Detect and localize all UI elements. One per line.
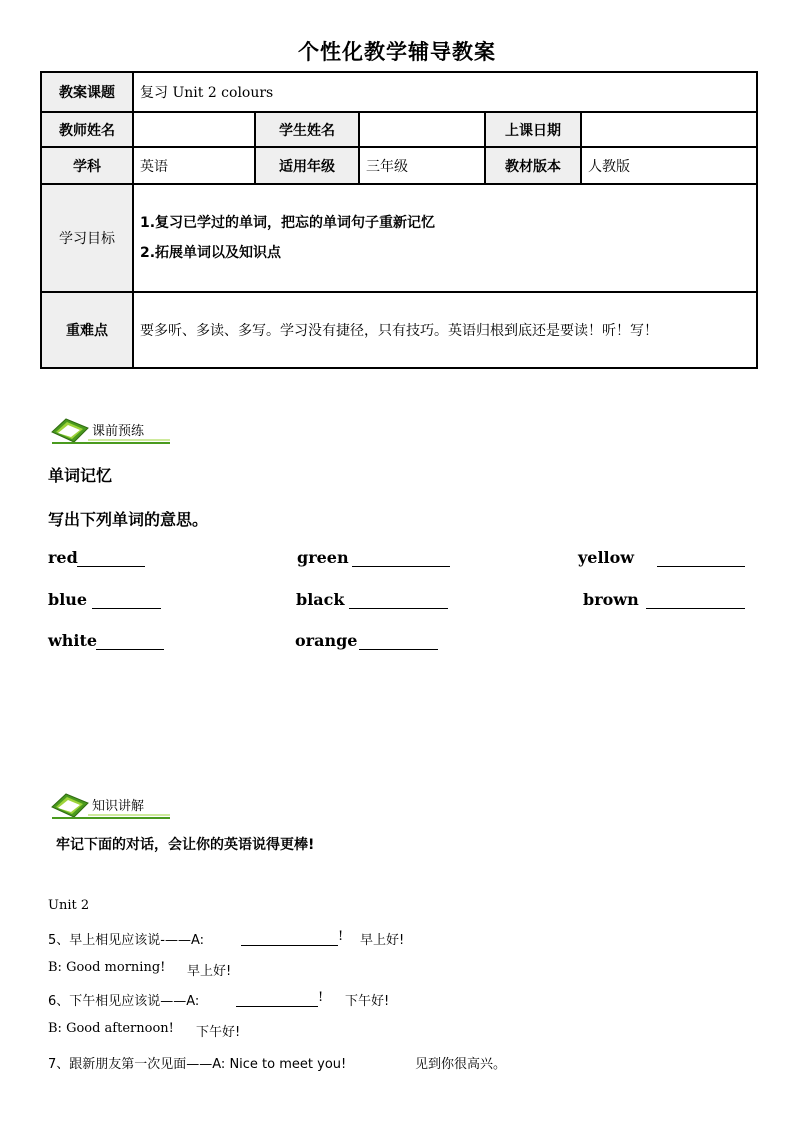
answer-blank[interactable]: [241, 945, 338, 946]
dialogue-translation: 下午好!: [196, 1025, 241, 1040]
grade-value: 三年级: [359, 147, 485, 184]
section-header-preview: [50, 416, 174, 446]
subject-value: 英语: [133, 147, 255, 184]
word-blue: blue: [48, 590, 88, 609]
word-white: white: [48, 631, 98, 650]
answer-blank[interactable]: [236, 1006, 318, 1007]
answer-blank[interactable]: [92, 608, 161, 609]
answer-blank[interactable]: [646, 608, 745, 609]
dialogue-translation: 见到你很高兴。: [415, 1057, 507, 1072]
word-green: green: [297, 548, 349, 567]
goals-label: 学习目标: [41, 184, 133, 292]
answer-blank[interactable]: [657, 566, 745, 567]
student-label: 学生姓名: [255, 112, 359, 147]
dialogue-translation: 早上好!: [360, 933, 405, 948]
vocab-instruction: 写出下列单词的意思。: [48, 510, 209, 529]
word-yellow: yellow: [578, 548, 635, 567]
section-label: 知识讲解: [92, 799, 145, 814]
subject-label: 学科: [41, 147, 133, 184]
grade-label: 适用年级: [255, 147, 359, 184]
edition-label: 教材版本: [485, 147, 581, 184]
key-points-label: 重难点: [41, 292, 133, 368]
answer-blank[interactable]: [359, 649, 438, 650]
dialogue-translation: 下午好!: [345, 994, 390, 1009]
dialogue-reply: B: Good afternoon!: [48, 1021, 174, 1036]
key-points-value: 要多听、多读、多写。学习没有捷径，只有技巧。英语归根到底还是要读！听！写！: [133, 292, 757, 368]
vocab-heading: 单词记忆: [48, 466, 113, 485]
answer-blank[interactable]: [352, 566, 450, 567]
word-red: red: [48, 548, 78, 567]
section-label: 课前预练: [92, 424, 145, 439]
dialogue-line-6: 6、下午相见应该说——A:: [48, 994, 200, 1009]
student-value: [359, 112, 485, 147]
unit-label: Unit 2: [48, 898, 90, 913]
teacher-value: [133, 112, 255, 147]
date-value: [581, 112, 757, 147]
lesson-info-table: [40, 71, 758, 369]
dialogue-punct: !: [318, 990, 324, 1005]
answer-blank[interactable]: [77, 566, 145, 567]
date-label: 上课日期: [485, 112, 581, 147]
dialogue-translation: 早上好!: [187, 964, 232, 979]
goals-cell: [133, 184, 757, 292]
dialogue-reply: B: Good morning!: [48, 960, 166, 975]
goal-item: 2.拓展单词以及知识点: [140, 245, 282, 261]
answer-blank[interactable]: [96, 649, 164, 650]
dialogue-intro: 牢记下面的对话，会让你的英语说得更棒!: [56, 837, 315, 853]
word-black: black: [296, 590, 345, 609]
dialogue-punct: !: [338, 929, 344, 944]
teacher-label: 教师姓名: [41, 112, 133, 147]
topic-label: 教案课题: [41, 72, 133, 112]
section-header-knowledge: [50, 791, 174, 821]
page-title: 个性化教学辅导教案: [298, 40, 496, 64]
dialogue-line-5: 5、早上相见应该说-——A:: [48, 933, 205, 948]
edition-value: 人教版: [581, 147, 757, 184]
answer-blank[interactable]: [349, 608, 448, 609]
topic-value: 复习 Unit 2 colours: [133, 72, 757, 112]
dialogue-line-7: 7、跟新朋友第一次见面——A: Nice to meet you!: [48, 1057, 347, 1072]
goal-item: 1.复习已学过的单词，把忘的单词句子重新记忆: [140, 215, 436, 231]
word-brown: brown: [583, 590, 639, 609]
word-orange: orange: [295, 631, 358, 650]
